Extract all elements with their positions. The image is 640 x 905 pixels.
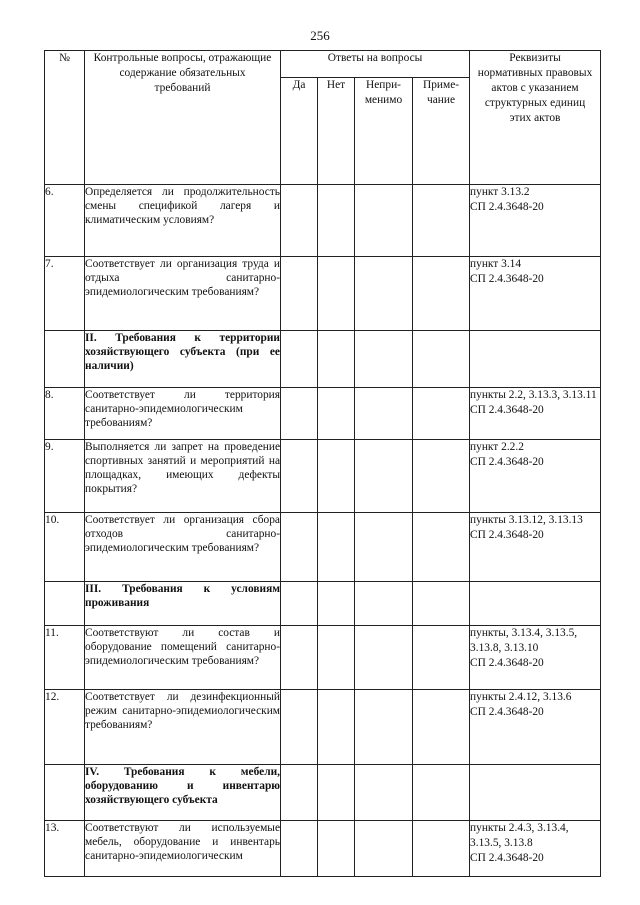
row-number: 11. <box>45 626 85 690</box>
header-yes: Да <box>281 78 318 185</box>
answer-not-applicable-cell[interactable] <box>355 690 413 765</box>
note-cell[interactable] <box>413 513 470 582</box>
requisite-line: пункты 3.13.12, 3.13.13 <box>470 514 583 526</box>
answer-yes-cell[interactable] <box>281 821 318 877</box>
note-cell[interactable] <box>413 690 470 765</box>
answer-yes-cell[interactable] <box>281 765 318 821</box>
row-number: 9. <box>45 440 85 513</box>
answer-no-cell[interactable] <box>318 185 355 257</box>
header-requisites: Реквизиты нормативных правовых актов с указанием структурных единиц этих актов <box>470 51 601 185</box>
answer-no-cell[interactable] <box>318 388 355 440</box>
checklist-rows <box>45 185 601 877</box>
header-no: Нет <box>318 78 355 185</box>
header-note: Приме-чание <box>413 78 470 185</box>
answer-not-applicable-cell[interactable] <box>355 257 413 331</box>
answer-not-applicable-cell[interactable] <box>355 440 413 513</box>
row-number: 10. <box>45 513 85 582</box>
question-text: Соответствуют ли используемые мебель, оборудование и инвентарь санитарно-эпидемиологическим <box>85 821 281 877</box>
requisite-line: СП 2.4.3648-20 <box>470 456 544 468</box>
question-row <box>45 626 601 690</box>
question-text: Соответствует ли организация труда и отдыха санитарно-эпидемиологическим требованиям? <box>85 257 281 331</box>
answer-not-applicable-cell[interactable] <box>355 582 413 626</box>
answer-no-cell[interactable] <box>318 440 355 513</box>
checklist-table <box>44 50 601 877</box>
row-number <box>45 765 85 821</box>
answer-not-applicable-cell[interactable] <box>355 626 413 690</box>
requisite-line: пункт 3.14 <box>470 258 522 270</box>
row-number: 12. <box>45 690 85 765</box>
answer-yes-cell[interactable] <box>281 257 318 331</box>
answer-no-cell[interactable] <box>318 821 355 877</box>
answer-no-cell[interactable] <box>318 257 355 331</box>
row-number: 6. <box>45 185 85 257</box>
section-row <box>45 582 601 626</box>
answer-not-applicable-cell[interactable] <box>355 331 413 388</box>
answer-not-applicable-cell[interactable] <box>355 765 413 821</box>
requisites-cell <box>470 388 601 440</box>
requisite-line: СП 2.4.3648-20 <box>470 201 544 213</box>
answer-no-cell[interactable] <box>318 513 355 582</box>
question-text: Соответствуют ли состав и оборудование помещений санитарно-эпидемиологическим требованиям? <box>85 626 281 690</box>
requisites-cell <box>470 331 601 388</box>
answer-yes-cell[interactable] <box>281 185 318 257</box>
question-row <box>45 821 601 877</box>
answer-no-cell[interactable] <box>318 582 355 626</box>
requisites-cell <box>470 582 601 626</box>
requisites-cell <box>470 690 601 765</box>
answer-no-cell[interactable] <box>318 690 355 765</box>
requisites-cell <box>470 626 601 690</box>
note-cell[interactable] <box>413 185 470 257</box>
note-cell[interactable] <box>413 821 470 877</box>
requisites-cell <box>470 513 601 582</box>
requisites-cell <box>470 821 601 877</box>
row-number: 13. <box>45 821 85 877</box>
answer-yes-cell[interactable] <box>281 690 318 765</box>
note-cell[interactable] <box>413 257 470 331</box>
question-text: Соответствует ли территория санитарно-эпидемиологическим требованиям? <box>85 388 281 440</box>
question-text: Соответствует ли дезинфекционный режим санитарно-эпидемиологическим требованиям? <box>85 690 281 765</box>
section-title: II. Требования к территории хозяйствующего субъекта (при ее наличии) <box>85 331 281 388</box>
answer-yes-cell[interactable] <box>281 513 318 582</box>
question-text: Соответствует ли организация сбора отходов санитарно-эпидемиологическим требованиям? <box>85 513 281 582</box>
answer-yes-cell[interactable] <box>281 582 318 626</box>
requisite-line: пункты 2.2, 3.13.3, 3.13.11 <box>470 389 597 401</box>
row-number <box>45 582 85 626</box>
answer-no-cell[interactable] <box>318 765 355 821</box>
answer-yes-cell[interactable] <box>281 331 318 388</box>
requisite-line: пункты 2.4.12, 3.13.6 <box>470 691 572 703</box>
page-number: 256 <box>310 28 330 43</box>
requisites-cell <box>470 765 601 821</box>
answer-not-applicable-cell[interactable] <box>355 821 413 877</box>
answer-yes-cell[interactable] <box>281 626 318 690</box>
requisite-line: пункт 2.2.2 <box>470 441 524 453</box>
question-row <box>45 513 601 582</box>
row-number: 8. <box>45 388 85 440</box>
answer-no-cell[interactable] <box>318 331 355 388</box>
question-row <box>45 388 601 440</box>
note-cell[interactable] <box>413 582 470 626</box>
question-row <box>45 440 601 513</box>
question-row <box>45 257 601 331</box>
answer-not-applicable-cell[interactable] <box>355 513 413 582</box>
answer-not-applicable-cell[interactable] <box>355 388 413 440</box>
requisite-line: СП 2.4.3648-20 <box>470 529 544 541</box>
section-row <box>45 331 601 388</box>
question-text: Выполняется ли запрет на проведение спортивных занятий и мероприятий на площадках, имеющих дефекты покрытия? <box>85 440 281 513</box>
answer-not-applicable-cell[interactable] <box>355 185 413 257</box>
question-text: Определяется ли продолжительность смены спецификой лагеря и климатическим условиям? <box>85 185 281 257</box>
note-cell[interactable] <box>413 388 470 440</box>
question-row <box>45 690 601 765</box>
header-answers-group: Ответы на вопросы <box>281 51 470 78</box>
requisites-cell <box>470 257 601 331</box>
section-title: IV. Требования к мебели, оборудованию и инвентарю хозяйствующего субъекта <box>85 765 281 821</box>
requisite-line: СП 2.4.3648-20 <box>470 657 544 669</box>
note-cell[interactable] <box>413 765 470 821</box>
requisites-cell <box>470 440 601 513</box>
requisite-line: пункты 2.4.3, 3.13.4, 3.13.5, 3.13.8 <box>470 822 569 849</box>
requisite-line: пункты, 3.13.4, 3.13.5, 3.13.8, 3.13.10 <box>470 627 578 654</box>
header-number: № <box>45 51 85 185</box>
answer-yes-cell[interactable] <box>281 388 318 440</box>
requisite-line: СП 2.4.3648-20 <box>470 852 544 864</box>
header-not-applicable: Непри-менимо <box>355 78 413 185</box>
requisite-line: СП 2.4.3648-20 <box>470 404 544 416</box>
row-number: 7. <box>45 257 85 331</box>
row-number <box>45 331 85 388</box>
answer-no-cell[interactable] <box>318 626 355 690</box>
note-cell[interactable] <box>413 440 470 513</box>
answer-yes-cell[interactable] <box>281 440 318 513</box>
note-cell[interactable] <box>413 626 470 690</box>
requisite-line: СП 2.4.3648-20 <box>470 273 544 285</box>
requisite-line: пункт 3.13.2 <box>470 186 530 198</box>
requisite-line: СП 2.4.3648-20 <box>470 706 544 718</box>
question-row <box>45 185 601 257</box>
note-cell[interactable] <box>413 331 470 388</box>
requisites-cell <box>470 185 601 257</box>
section-row <box>45 765 601 821</box>
header-question: Контрольные вопросы, отражающие содержание обязательных требований <box>85 51 281 185</box>
section-title: III. Требования к условиям проживания <box>85 582 281 626</box>
